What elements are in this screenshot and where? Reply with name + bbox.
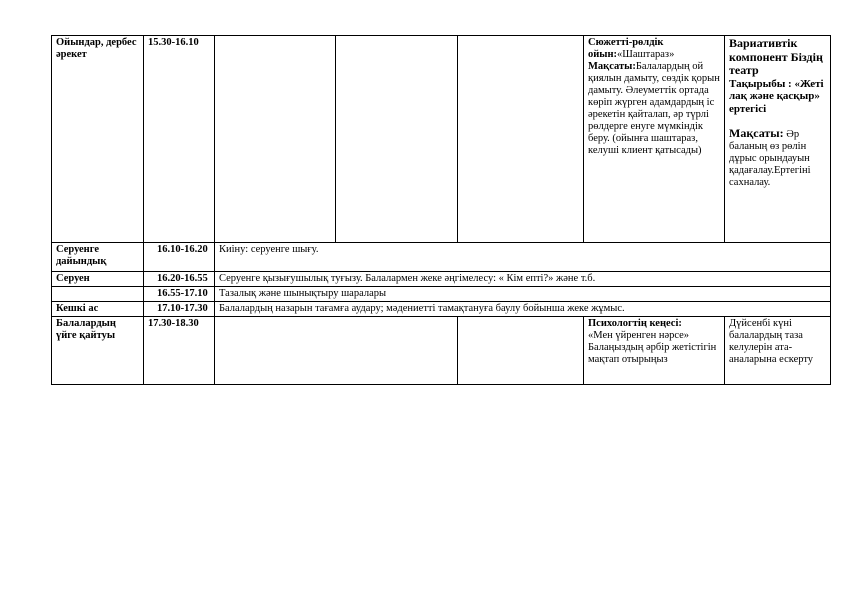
roleplay-cell <box>584 36 725 243</box>
time-cell: 16.20-16.55 <box>144 272 215 287</box>
variative-cell <box>725 36 831 243</box>
empty-cell <box>458 317 584 385</box>
variative-title: Вариативтік компонент Біздің театр <box>729 36 823 77</box>
table-row <box>52 317 831 385</box>
empty-cell <box>336 36 458 243</box>
activity-cell <box>52 287 144 302</box>
time-cell: 16.10-16.20 <box>144 243 215 272</box>
description-cell: Тазалық және шынықтыру шаралары <box>215 287 831 302</box>
time-cell: 17.10-17.30 <box>144 302 215 317</box>
daily-schedule-table <box>51 35 831 385</box>
psychologist-cell <box>584 317 725 385</box>
psychologist-text: «Мен үйренген нәрсе» Балаңыздың әрбір жетістігін мақтап отырыңыз <box>588 330 717 365</box>
roleplay-title-value: «Шаштараз» <box>617 49 675 60</box>
table-row <box>52 36 831 243</box>
activity-cell: Ойындар, дербес әрекет <box>52 36 144 243</box>
roleplay-title: Сюжетті-рөлдік ойын: <box>588 37 664 60</box>
empty-cell <box>215 36 336 243</box>
description-cell: Балалардың назарын тағамға аудару; мәдениетті тамақтануға баулу бойынша жеке жұмыс. <box>215 302 831 317</box>
reminder-cell: Дүйсенбі күні балалардың таза келулерін ата-аналарына ескерту <box>725 317 831 385</box>
table-row <box>52 243 831 272</box>
description-cell: Серуенге қызығушылық туғызу. Балалармен жеке әңгімелесу: « Кім епті?» және т.б. <box>215 272 831 287</box>
table-row <box>52 302 831 317</box>
activity-cell: Серуен <box>52 272 144 287</box>
empty-cell <box>215 317 458 385</box>
table-row <box>52 272 831 287</box>
activity-cell: Кешкі ас <box>52 302 144 317</box>
activity-cell: Балалардың үйге қайтуы <box>52 317 144 385</box>
description-cell: Киіну: серуенге шығу. <box>215 243 831 272</box>
roleplay-goal-label: Мақсаты: <box>588 61 636 72</box>
table-row <box>52 287 831 302</box>
psychologist-title: Психологтің кеңесі: <box>588 318 682 329</box>
time-cell: 17.30-18.30 <box>144 317 215 385</box>
variative-goal-label: Мақсаты: <box>729 126 784 140</box>
roleplay-goal-text: Балалардың ой қиялын дамыту, сөздік қорын дамыту. Әлеуметтік ортада көріп жүрген адамдардың іс әрекетін қайталап, әр түрлі рөлдерге енуге мүмкіндік беру. (ойынға шаштараз, келуші клиент қатысады) <box>588 61 720 156</box>
time-cell: 15.30-16.10 <box>144 36 215 243</box>
variative-topic: Тақырыбы : «Жеті лақ және қасқыр» ертегісі <box>729 77 824 115</box>
variative-goal-text: Әр баланың өз рөлін дұрыс орындауын қадағалау.Ертегіні сахналау. <box>729 129 811 188</box>
empty-cell <box>458 36 584 243</box>
activity-cell: Серуенге дайындық <box>52 243 144 272</box>
time-cell: 16.55-17.10 <box>144 287 215 302</box>
